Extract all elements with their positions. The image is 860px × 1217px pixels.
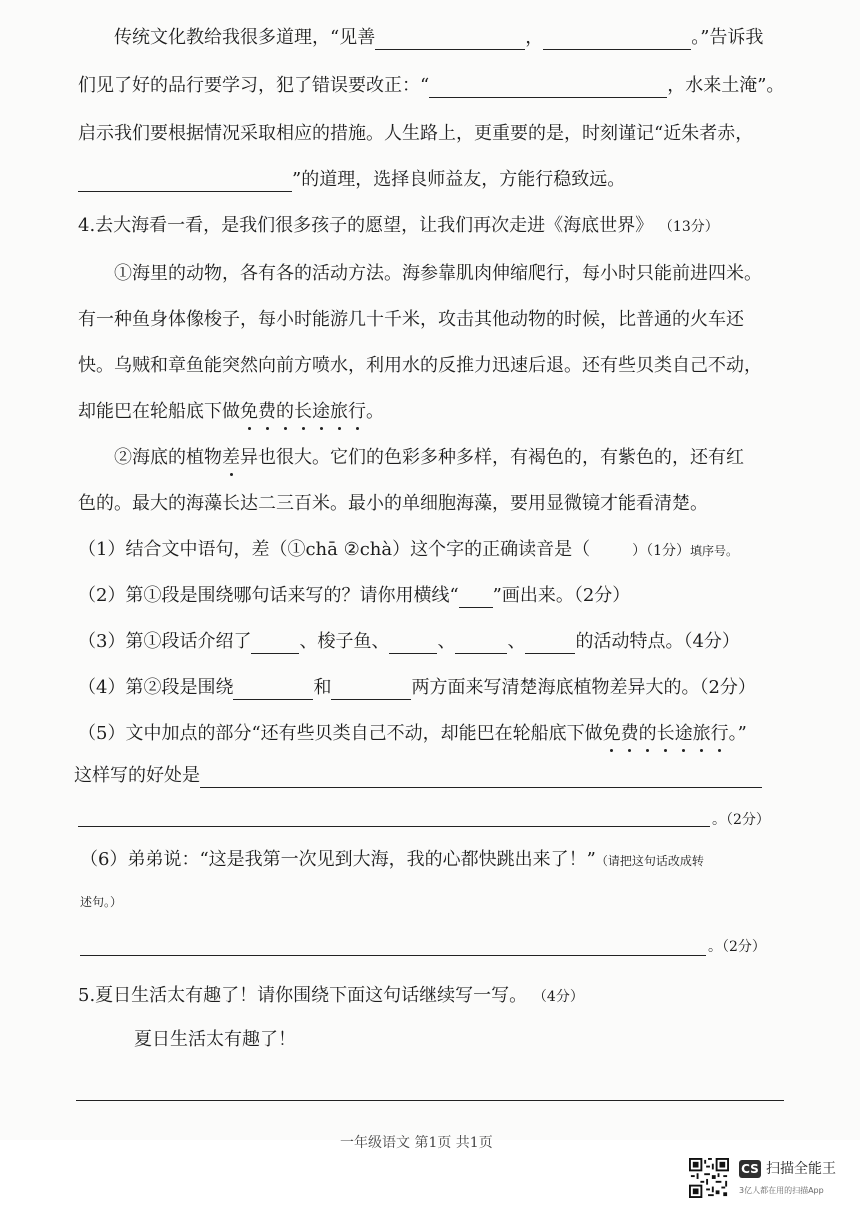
page-footer [340,1130,540,1151]
q4-sub1-note: 填序号。 [690,544,739,558]
q4-sub3-text-c: 、 [437,631,456,652]
q4-sub2-text-b: ”画出来。（2分） [492,585,631,606]
q4-p2-line2: 色的。最大的海藻长达二三百米。最小的单细胞海藻，要用显微镜才能看清楚。 [78,493,708,514]
sec3-line1-text-b: ， [525,27,544,48]
q4-sub4-text-a: （4）第②段是围绕 [78,677,234,698]
underline-sample [459,589,493,608]
dotted-char: 的 [638,723,657,744]
q4-sub1-text: （1）结合文中语句，差（①chā ②chà）这个字的正确读音是（ [78,539,591,560]
q4-sub6 [80,848,704,873]
q4-p1-line2: 有一种鱼身体像梭子，每小时能游几十千米，攻击其他动物的时候，比普通的火车还 [78,309,744,330]
q4-sub5-answer-line [74,764,762,788]
blank-7 [455,635,507,654]
q5-prompt: 夏日生活太有趣了！ [134,1029,296,1050]
q4-heading-text: 4.去大海看一看，是我们很多孩子的愿望，让我们再次走进《海底世界》 [78,215,654,236]
q4-sub6-instruction-cont: 述句。） [80,895,123,909]
sec3-line4 [78,168,625,192]
sec3-line2 [78,74,784,98]
q4-p1-line1: ①海里的动物，各有各的活动方法。海参靠肌肉伸缩爬行，每小时只能前进四米。 [114,263,762,284]
q4-p1-line4 [78,400,384,424]
blank-6 [389,635,437,654]
qr-code-icon [689,1158,729,1198]
q4-heading [78,214,719,239]
q5-heading [78,984,584,1009]
q4-sub3-text-e: 的活动特点。（4分） [575,631,740,652]
q4-sub6-instruction: （请把这句话改成转 [595,854,704,868]
q4-sub5-text: （5）文中加点的部分“还有些贝类自己不动，却能巴在轮船底下做免费的长途旅行。” [78,723,747,744]
answer-line-5b [78,826,710,827]
q4-sub5-score: 。（2分） [712,812,770,828]
blank-2 [543,31,691,50]
dotted-char: 旅 [692,723,711,744]
q4-sub4-text-c: 两方面来写清楚海底植物差异大的。（2分） [411,677,756,698]
blank-10 [331,681,411,700]
sec3-line4-text: ”的道理，选择良师益友，方能行稳致远。 [292,169,626,190]
q4-score: （13分） [658,219,719,235]
q4-sub5 [78,722,747,746]
sec3-line1-text-a: 传统文化教给我很多道理，“见善 [114,27,376,48]
blank-4 [78,173,292,192]
scanner-name: 扫描全能王 [766,1161,836,1177]
dotted-char: 途 [312,401,330,422]
dotted-char: 免 [240,401,258,422]
dotted-char-cha: 差 [222,447,240,468]
dotted-char: 费 [620,723,639,744]
blank-3 [429,79,667,98]
dotted-char: 长 [656,723,675,744]
blank-9 [233,681,313,700]
page-footer-text: 一年级语文 第1页 共1页 [340,1135,493,1151]
q5-score: （4分） [532,989,584,1005]
sec3-line3: 启示我们要根据情况采取相应的措施。人生路上，更重要的是，时刻谨记“近朱者赤， [78,123,754,144]
q4-sub3-text-b: 、梭子鱼、 [299,631,390,652]
dotted-char: 行 [710,723,729,744]
scanner-logo: CS [739,1160,761,1178]
answer-line-6 [80,955,706,956]
q4-sub1 [78,538,738,563]
sec3-line1 [114,26,763,50]
q5-heading-text: 5.夏日生活太有趣了！请你围绕下面这句话继续写一写。 [78,985,528,1006]
q4-sub6-text: （6）弟弟说：“这是我第一次见到大海，我的心都快跳出来了！” [80,849,596,870]
q4-sub6-score: 。（2分） [708,939,766,955]
q4-sub5-prompt: 这样写的好处是 [74,765,200,786]
dotted-char: 行 [348,401,366,422]
sec3-line2-text-b: ，水来土淹”。 [667,75,785,96]
answer-line-5a [200,769,762,788]
dotted-char: 免 [602,723,621,744]
answer-line-q5 [76,1100,784,1101]
dotted-char: 旅 [330,401,348,422]
blank-8 [525,635,575,654]
dotted-char: 途 [674,723,693,744]
q4-sub2-text-a: （2）第①段是围绕哪句话来写的？请你用横线“ [78,585,459,606]
sec3-line1-text-c: 。”告诉我 [691,27,764,48]
q4-sub3-text-a: （3）第①段话介绍了 [78,631,252,652]
q4-p2-text-c: 异也很大。它们的色彩多种多样，有褐色的，有紫色的，还有红 [240,447,744,468]
q4-sub3-text-d: 、 [507,631,526,652]
q4-sub4-text-b: 和 [313,677,332,698]
q4-sub1-score: ）（1分） [632,543,691,559]
blank-1 [375,31,525,50]
blank-5 [251,635,299,654]
q4-p2-text-a: ②海底的植物 [114,447,222,468]
dotted-char: 长 [294,401,312,422]
q4-sub2 [78,584,630,608]
sec3-line2-text-a: 们见了好的品行要学习，犯了错误要改正：“ [78,75,430,96]
q4-p1-line3: 快。乌贼和章鱼能突然向前方喷水，利用水的反推力迅速后退。还有些贝类自己不动， [78,355,762,376]
q4-sub4 [78,676,756,700]
q4-sub3 [78,630,740,654]
dotted-phrase-paragraph: 却能巴在轮船底下做免费的长途旅行。 [78,401,384,422]
q4-p2-line1 [114,446,744,470]
dotted-char: 的 [276,401,294,422]
dotted-char: 费 [258,401,276,422]
scanner-tagline: 3亿人都在用的扫描App [739,1186,824,1195]
